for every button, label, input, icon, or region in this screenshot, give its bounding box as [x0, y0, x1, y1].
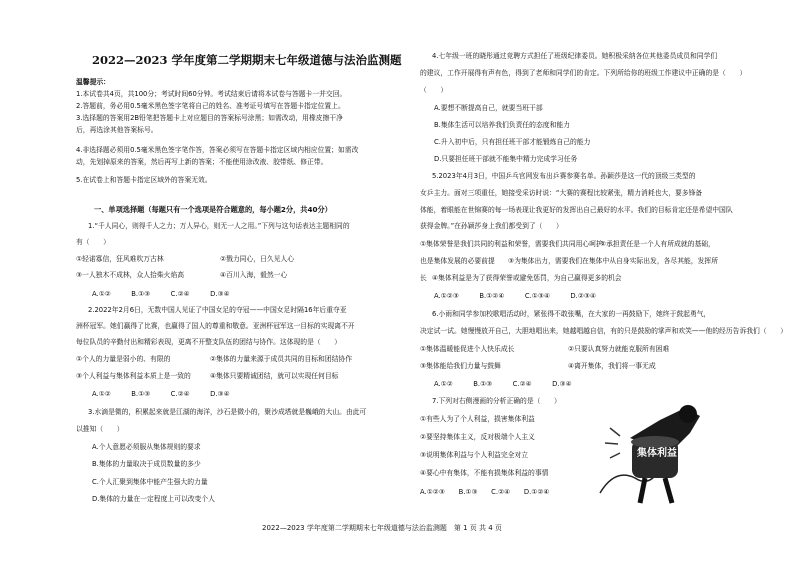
question-2-stem: 洲杯冠军。她们赢得了比赛，也赢得了国人的尊重和敬意。亚洲杯冠军这一目标的实现离不开 — [76, 322, 355, 330]
q7-option: ④要心中有集体，不能有损集体利益的事情 — [420, 469, 549, 477]
notice-line: 后，再选涂其他答案标号。 — [76, 126, 158, 134]
q7-option: ②要坚持集体主义，反对极端个人主义 — [420, 433, 535, 441]
q3-option: B.集体的力量取决于成员数量的多少 — [92, 460, 201, 468]
question-5-stem: 女乒主力。面对三项重任，她接受采访时说：“大赛的赛程比较紧张，精力消耗也大，要多锋备 — [420, 189, 703, 197]
q5-option: ①集体荣誉是我们共同的利益和荣誉，需要我们共同用心呵护 — [420, 240, 603, 248]
question-6-stem: 决定试一试。她慢慢放开自己，大胆地唱出来，她越唱越自信，有的只是鼓励的掌声和欢笑——他的经历告诉我们（ ） — [420, 327, 788, 335]
q7-option: ③说明集体利益与个人利益完全对立 — [420, 451, 529, 459]
question-1-stem: 1.“千人同心，则得千人之力；万人异心，则无一人之用。”下列与这句话表达主题相同的 — [88, 222, 350, 230]
q3-option: C.个人汇聚到集体中能产生强大的力量 — [92, 478, 208, 486]
q5-option: 也是集体发展的必要前提 — [420, 257, 495, 265]
q5-option: ③为集体出力，需要我们在集体中从自身实际出发，各尽其能，发挥所 — [508, 257, 718, 265]
question-2-stem: 2.2022年2月6日，无数中国人见证了中国女足的夺冠——中国女足时隔16年后重夺亚 — [88, 306, 347, 314]
q1-option: ④百川入海，毅然一心 — [220, 271, 288, 279]
q5-option: ④集体利益是为了获得荣誉或避免惩罚，为自己赢得更多的机会 — [432, 274, 622, 282]
question-3-stem: 3.水滴是微的，积累起来就是江湖的海洋，沙石是微小的，聚沙成塔就是巍峨的大山。由此可 — [88, 408, 367, 416]
q1-option: ①轻诺寡信，狂风难吹万古林 — [76, 255, 164, 263]
q4-option: B.集体生活可以培养我们负责任的态度和能力 — [434, 121, 570, 129]
question-3-stem: 以推知（ ） — [76, 425, 124, 433]
q6-answers: A.①② B.①③ C.②④ D.③④ — [434, 380, 572, 388]
q4-option: A.要想不断提高自己，就要当班干部 — [434, 104, 543, 112]
q3-option: D.集体的力量在一定程度上可以改变个人 — [92, 495, 215, 503]
q6-option: ①集体温暖能促进个人快乐成长 — [420, 345, 515, 353]
exam-title: 2022—2023 学年度第二学期期末七年级道德与法治监测题 — [92, 53, 402, 67]
q5-option: 长 — [420, 274, 427, 282]
q4-option: C.升入初中后，只有担任班干部才能锻炼自己的能力 — [434, 138, 591, 146]
q2-option: ②集体的力量来源于成员共同的目标和团结协作 — [210, 355, 353, 363]
question-5-stem: 体能，着眼能在世锦赛的每一场表现让我更好的发挥出自己最好的水平。我们的目标肯定还是希望中国队 — [420, 206, 733, 214]
question-5-stem: 5.2023年4月3日，中国乒乓官网发布出乒赛参赛名单。孙颖莎是这一代的顶级三类型的 — [432, 172, 696, 180]
notice-line: 2.答题前，务必用0.5毫米黑色签字笔将自己的姓名、准考证号填写在答题卡指定位置上。 — [76, 102, 345, 110]
notice-line: 4.非选择题必须用0.5毫米黑色签字笔作答，答案必须写在答题卡指定区域内相应位置；如需改 — [76, 146, 359, 154]
question-6-stem: 6.小雨和同学参加校歌唱活动时，紧张得不敢张嘴，在大家的一再鼓励下，她终于鼓起勇气， — [432, 310, 711, 318]
q2-answers: A.①② B.①③ C.②④ D.③④ — [92, 390, 230, 398]
q1-option: ②戮力同心，日久见人心 — [220, 255, 295, 263]
q2-option: ④集体只要精诚团结，就可以实现任何目标 — [210, 372, 339, 380]
q6-option: ④离开集体，我们将一事无成 — [568, 362, 656, 370]
notice-line: 3.选择题的答案用2B铅笔把答题卡上对应题目的答案标号涂黑；如需改动，用橡皮擦干净 — [76, 114, 343, 122]
q7-answers: A.①②③ B.①③ C.②④ D.①②④ — [420, 488, 550, 496]
question-7-stem: 7.下列对右侧漫画的分析正确的是（ ） — [432, 397, 561, 405]
cartoon-illustration — [590, 398, 720, 508]
question-4-stem: 4.七年级一班的晓彤通过竞聘方式担任了班级纪律委员。她积极采纳各位其他委员成员和同学们 — [432, 52, 718, 60]
notice-line: 动，先划掉原来的答案，然后再写上新的答案；不能使用涂改液、胶带纸、修正带。 — [76, 158, 328, 166]
question-5-stem: 获得金牌。”在孙颖莎身上我们都受到了（ ） — [420, 222, 563, 230]
section-heading: 一、单项选择题（每题只有一个选项是符合题意的，每小题2分，共40分） — [94, 205, 332, 214]
notice-heading: 温馨提示： — [76, 78, 110, 86]
question-2-stem: 每位队员的辛勤付出和精彩表现，更离不开整支队伍的团结与协作。这体现的是（ ） — [76, 338, 342, 346]
q1-answers: A.①② B.①③ C.②④ D.③④ — [92, 290, 230, 298]
question-4-stem: 的建议，工作开展得有声有色，得到了老师和同学们的肯定。下列所给你的班级工作建议中正确的是（ ） — [420, 69, 747, 77]
q5-option: ②承担责任是一个人有所成就的基础， — [600, 240, 715, 248]
q4-option: D.只要担任班干部就不能集中精力完成学习任务 — [434, 155, 578, 163]
page-footer: 2022—2023 学年度第二学期期末七年级道德与法治监测题 第 1 页 共 4 页 — [262, 524, 502, 532]
q5-answers: A.①②③ B.①②④ C.①③④ D.②③④ — [434, 292, 597, 300]
notice-line: 5.在试卷上和答题卡指定区域外的答案无效。 — [76, 176, 212, 184]
cartoon-label: 集体利益 — [637, 448, 677, 459]
question-4-stem: （ ） — [420, 86, 448, 94]
q6-option: ③集体能给我们力量与鼓舞 — [420, 362, 501, 370]
q7-option: ①有些人为了个人利益，损害集体利益 — [420, 415, 535, 423]
q1-option: ③一人独木不成林，众人拾柴火焰高 — [76, 271, 185, 279]
notice-line: 1.本试卷共4页，共100分；考试时间60分钟。考试结束后请将本试卷与答题卡一并交回。 — [76, 90, 347, 98]
q2-option: ③个人利益与集体利益本质上是一致的 — [76, 372, 191, 380]
q2-option: ①个人的力量是弱小的、有限的 — [76, 355, 171, 363]
q3-option: A.个人意愿必须服从集体规则的要求 — [92, 443, 201, 451]
q6-option: ②只要认真努力就能克服所有困难 — [568, 345, 670, 353]
question-1-stem: 有（ ） — [76, 238, 110, 246]
